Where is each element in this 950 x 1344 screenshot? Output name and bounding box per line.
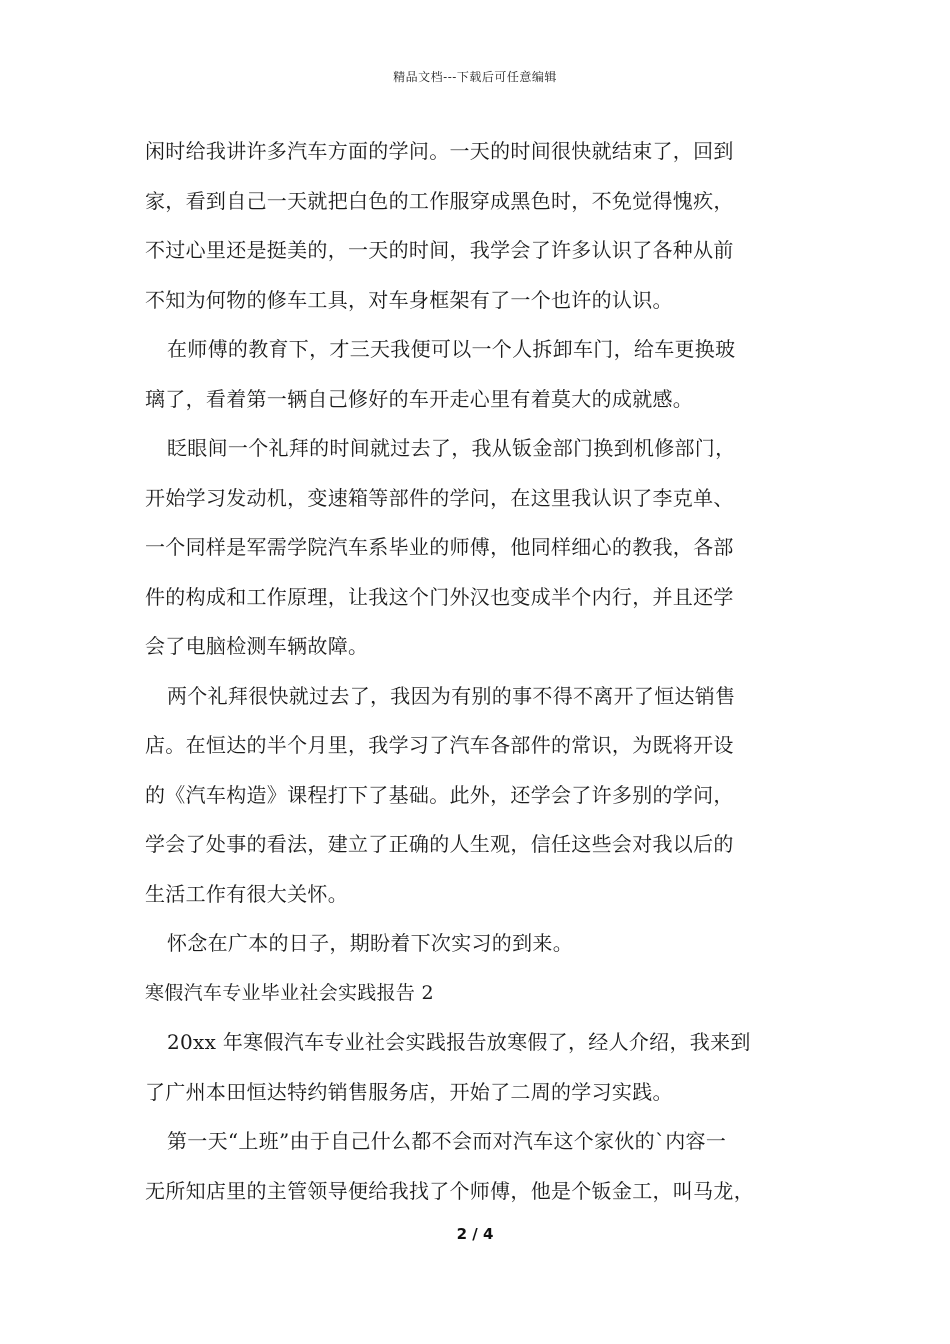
text-line: 开始学习发动机，变速箱等部件的学问，在这里我认识了李克单、 bbox=[145, 485, 734, 510]
text-line: 怀念在广本的日子，期盼着下次实习的到来。 bbox=[167, 931, 573, 955]
text-line: 眨眼间一个礼拜的时间就过去了，我从钣金部门换到机修部门， bbox=[167, 436, 736, 460]
text-line: 不知为何物的修车工具，对车身框架有了一个也许的认识。 bbox=[145, 287, 673, 312]
text-line: 不过心里还是挺美的，一天的时间，我学会了许多认识了各种从前 bbox=[145, 238, 734, 262]
text-line: 在师傅的教育下，才三天我便可以一个人拆卸车门，给车更换玻 bbox=[167, 337, 736, 361]
text-line: 了广州本田恒达特约销售服务店，开始了二周的学习实践。 bbox=[145, 1079, 673, 1104]
text-line: 两个礼拜很快就过去了，我因为有别的事不得不离开了恒达销售 bbox=[167, 683, 736, 708]
text-line: 一个同样是军需学院汽车系毕业的师傅，他同样细心的教我，各部 bbox=[145, 535, 734, 559]
text-line: 20xx 年寒假汽车专业社会实践报告放寒假了，经人介绍，我来到 bbox=[167, 1030, 751, 1054]
text-line: 无所知店里的主管领导便给我找了个师傅，他是个钣金工，叫马龙， bbox=[145, 1178, 754, 1203]
text-line: 璃了，看着第一辆自己修好的车开走心里有着莫大的成就感。 bbox=[145, 386, 694, 411]
page-header: 精品文档---下载后可任意编辑 bbox=[393, 70, 557, 84]
document-body bbox=[145, 127, 835, 1216]
text-line: 生活工作有很大关怀。 bbox=[145, 881, 348, 906]
text-line: 会了电脑检测车辆故障。 bbox=[145, 634, 369, 658]
text-line: 的《汽车构造》课程打下了基础。此外，还学会了许多别的学问， bbox=[145, 782, 734, 807]
text-line: 家，看到自己一天就把白色的工作服穿成黑色时，不免觉得愧疚， bbox=[145, 188, 734, 213]
section-heading: 寒假汽车专业毕业社会实践报告 2 bbox=[145, 981, 434, 1004]
text-line: 店。在恒达的半个月里，我学习了汽车各部件的常识，为既将开设 bbox=[145, 733, 734, 757]
text-line: 件的构成和工作原理，让我这个门外汉也变成半个内行，并且还学 bbox=[145, 584, 734, 609]
text-line: 第一天“上班”由于自己什么都不会而对汽车这个家伙的`内容一 bbox=[167, 1129, 727, 1153]
page-number: 2 / 4 bbox=[456, 1225, 494, 1243]
text-line: 闲时给我讲许多汽车方面的学问。一天的时间很快就结束了，回到 bbox=[145, 139, 734, 163]
text-line: 学会了处事的看法，建立了正确的人生观，信任这些会对我以后的 bbox=[145, 832, 734, 856]
